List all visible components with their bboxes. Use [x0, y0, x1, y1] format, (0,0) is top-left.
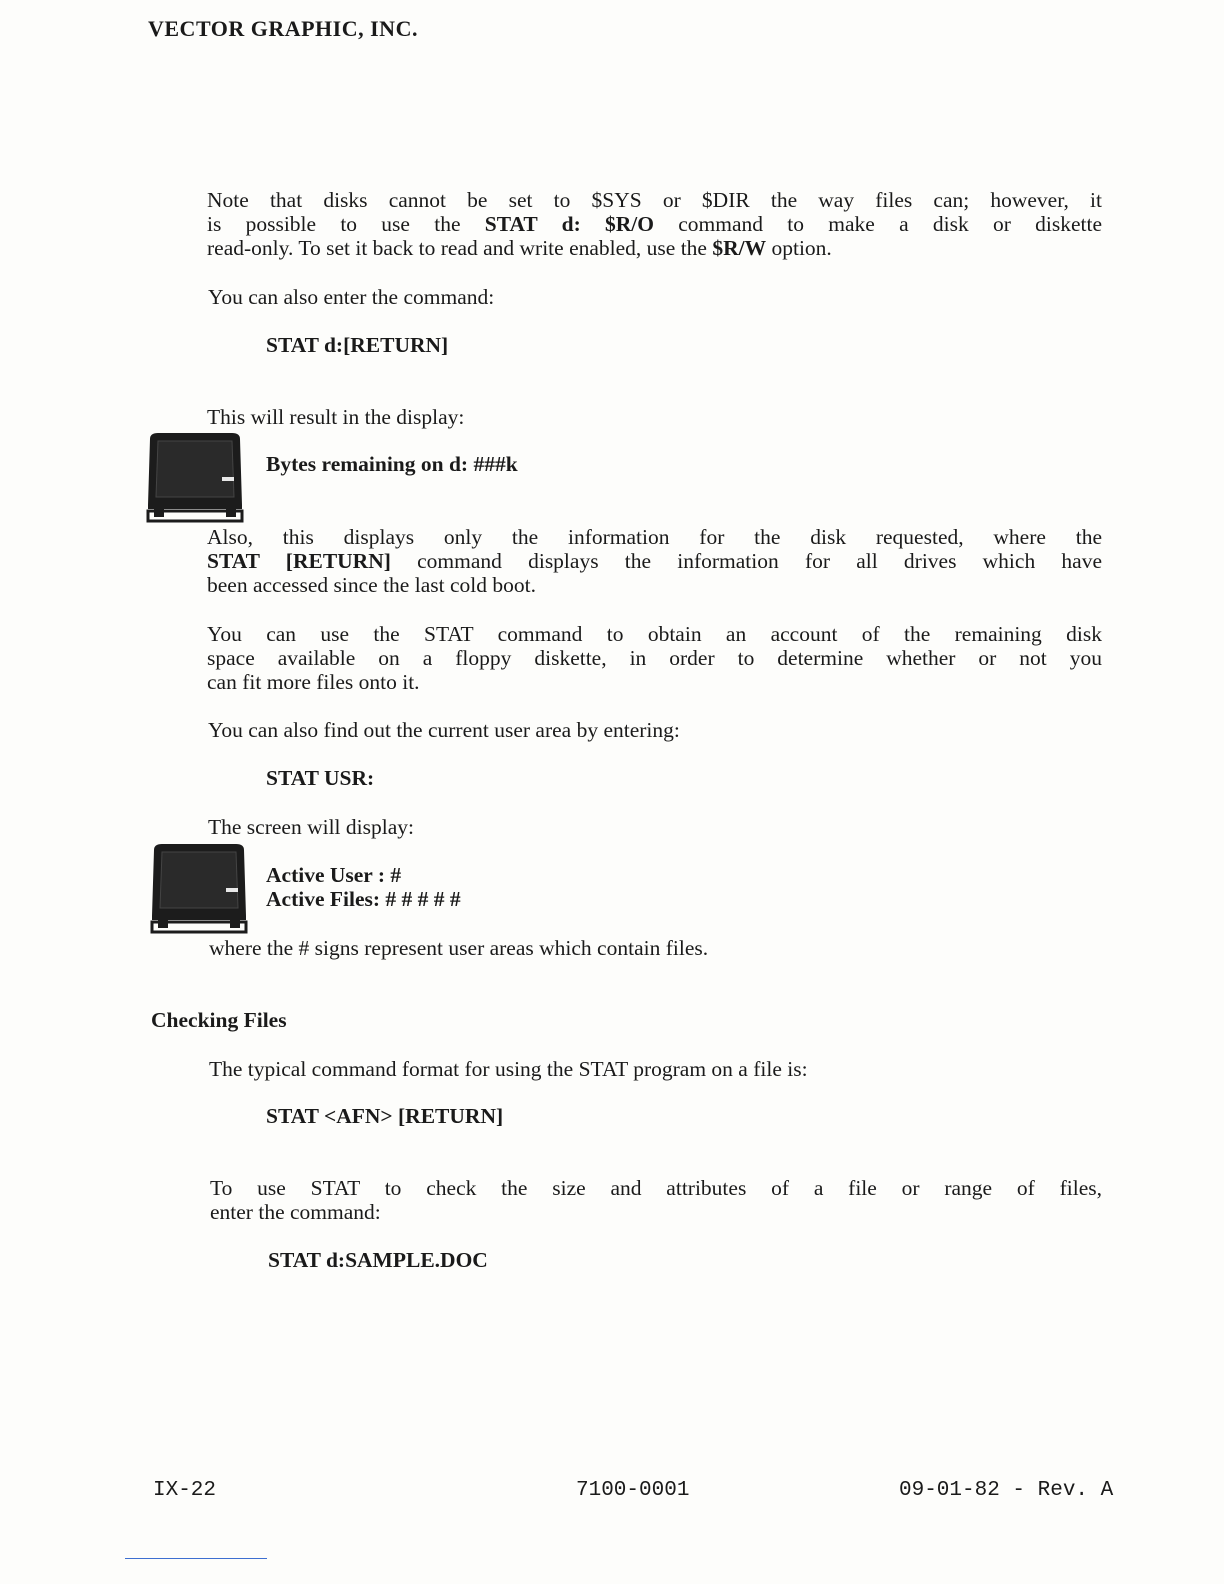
text-run: option.	[766, 236, 832, 261]
footer-page-number: IX-22	[153, 1479, 217, 1502]
footer-document-number: 7100-0001	[576, 1479, 690, 1502]
inline-command: STAT d: $R/O	[484, 212, 654, 237]
text-line	[207, 212, 1102, 236]
text-run: read-only. To set it back to read and write enabled, use the	[207, 236, 713, 261]
paragraph-enter-command: You can also enter the command:	[208, 285, 495, 309]
text-run: is possible to use the	[207, 212, 485, 237]
footer-revision-date: 09-01-82 - Rev. A	[899, 1479, 1114, 1502]
text-line: enter the command:	[210, 1200, 381, 1225]
text-line: You can use the STAT command to obtain an account of the remaining disk	[207, 622, 1102, 646]
text-line: been accessed since the last cold boot.	[207, 573, 536, 598]
text-run: command displays the information for all drives which have	[390, 549, 1102, 574]
text-line: space available on a floppy diskette, in order to determine whether or not you	[207, 646, 1102, 671]
paragraph-check-size	[210, 1176, 1102, 1224]
paragraph-command-format: The typical command format for using the STAT program on a file is:	[209, 1057, 808, 1081]
paragraph-screen-display: The screen will display:	[208, 815, 414, 839]
terminal-icon	[146, 431, 244, 523]
text-line: To use STAT to check the size and attributes of a file or range of files,	[210, 1176, 1102, 1200]
section-heading-checking-files: Checking Files	[151, 1008, 287, 1032]
text-line	[207, 549, 1102, 573]
paragraph-user-areas-note: where the # signs represent user areas which contain files.	[209, 936, 709, 960]
text-line: Also, this displays only the information for the disk requested, where the	[207, 525, 1102, 549]
text-line	[207, 236, 1102, 260]
paragraph-disk-info	[207, 525, 1102, 598]
inline-command: $R/W	[712, 236, 767, 261]
paragraph-remaining-space	[207, 622, 1102, 695]
command-stat-d: STAT d:[RETURN]	[266, 333, 449, 357]
text-line: can fit more files onto it.	[207, 670, 420, 695]
paragraph-disk-readonly	[207, 188, 1102, 261]
page-edge-rule	[125, 1558, 267, 1559]
terminal-icon	[150, 842, 248, 934]
paragraph-result-display: This will result in the display:	[207, 405, 465, 429]
paragraph-user-area: You can also find out the current user area by entering:	[208, 718, 680, 742]
company-header: VECTOR GRAPHIC, INC.	[148, 16, 418, 41]
display-active-files: Active Files: # # # # #	[266, 887, 461, 911]
command-stat-afn: STAT <AFN> [RETURN]	[266, 1104, 504, 1128]
display-bytes-remaining: Bytes remaining on d: ###k	[266, 452, 518, 476]
inline-command: STAT [RETURN]	[207, 549, 391, 574]
command-stat-usr: STAT USR:	[266, 766, 375, 790]
display-active-user: Active User : #	[266, 863, 402, 887]
text-line: Note that disks cannot be set to $SYS or $DIR the way files can; however, it	[207, 188, 1102, 212]
command-stat-sample: STAT d:SAMPLE.DOC	[268, 1248, 488, 1272]
text-run: command to make a disk or diskette	[653, 212, 1103, 237]
